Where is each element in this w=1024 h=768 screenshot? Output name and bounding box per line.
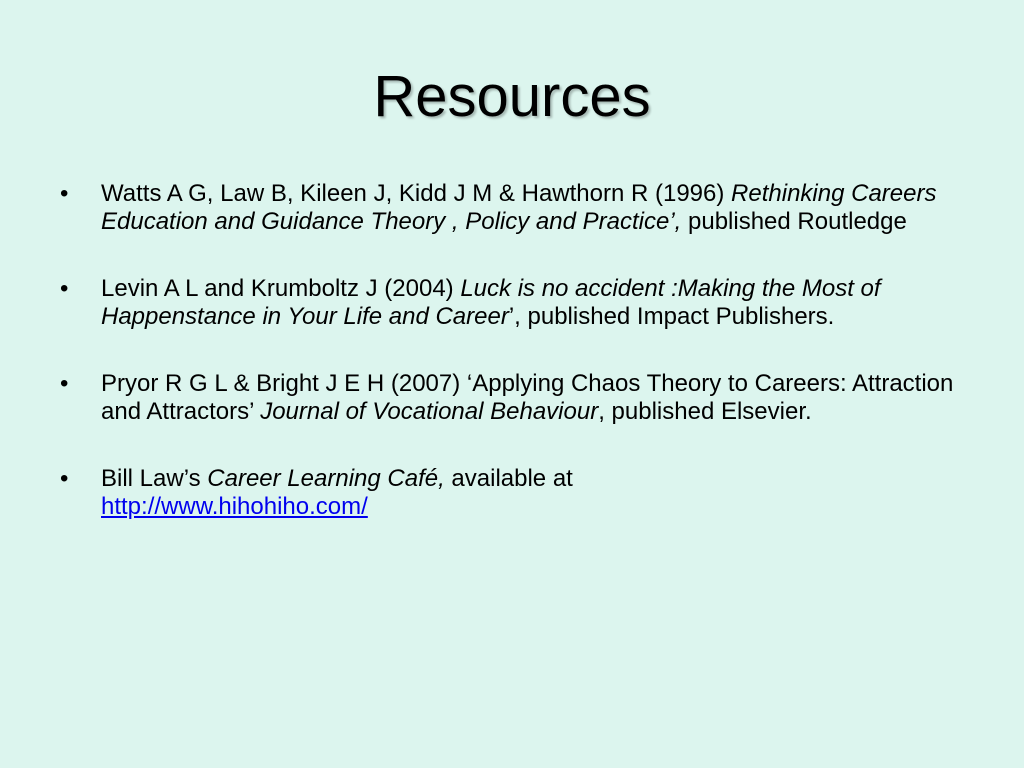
hihohiho-link[interactable]: http://www.hihohiho.com/ xyxy=(101,493,368,520)
ref-title: Journal of Vocational Behaviour xyxy=(260,398,599,425)
ref-availability: available at xyxy=(451,465,573,492)
ref-title: Career Learning Café, xyxy=(207,465,445,492)
resource-item-watts xyxy=(56,180,956,236)
resource-item-levin xyxy=(56,275,956,331)
ref-publisher: ’, published Impact Publishers. xyxy=(508,303,835,330)
bullet-icon: • xyxy=(60,180,69,207)
ref-publisher: published Routledge xyxy=(688,208,907,235)
resource-item-pryor xyxy=(56,370,956,426)
bullet-icon: • xyxy=(60,275,69,302)
ref-authors: Bill Law’s xyxy=(101,465,201,492)
ref-authors: Levin A L and Krumboltz J (2004) xyxy=(101,275,454,302)
ref-authors: Pryor R G L & Bright J E H (2007) ‘Applying Chaos Theory to Careers: Attraction and Attractors’ xyxy=(101,370,954,425)
resource-item-law xyxy=(56,465,956,521)
ref-authors: Watts A G, Law B, Kileen J, Kidd J M & Hawthorn R (1996) xyxy=(101,180,725,207)
slide-title: Resources xyxy=(373,64,651,129)
ref-title: Luck is no accident :Making the Most of Happenstance in Your Life and Career xyxy=(101,275,881,330)
bullet-icon: • xyxy=(60,465,69,492)
ref-publisher: , published Elsevier. xyxy=(598,398,812,425)
resource-list xyxy=(56,180,956,560)
ref-title: Rethinking Careers Education and Guidance Theory , Policy and Practice’, xyxy=(101,180,937,235)
bullet-icon: • xyxy=(60,370,69,397)
